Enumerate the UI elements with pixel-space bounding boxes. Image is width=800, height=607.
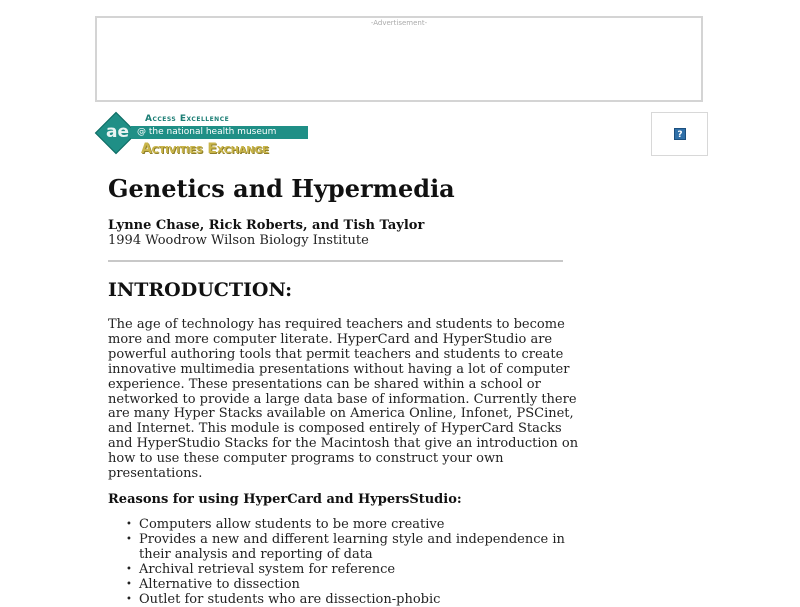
paragraph-line: are many Hyper Stacks available on America Online, Infonet, PSCinet, bbox=[108, 406, 574, 422]
bullet-icon: • bbox=[126, 578, 132, 590]
list-item-text: Outlet for students who are dissection-phobic bbox=[139, 591, 441, 607]
paragraph-line: networked to provide a large data base of information. Currently there bbox=[108, 391, 577, 407]
bullet-icon: • bbox=[126, 563, 132, 575]
help-icon[interactable]: ? bbox=[674, 128, 686, 140]
list-item-text: Archival retrieval system for reference bbox=[139, 561, 396, 577]
reasons-list bbox=[108, 518, 565, 607]
bullet-icon: • bbox=[126, 519, 132, 530]
access-excellence-logo[interactable] bbox=[97, 112, 312, 166]
ae-monogram: ae bbox=[106, 122, 130, 142]
paragraph-line: innovative multimedia presentations without having a lot of computer bbox=[108, 361, 570, 377]
paragraph-line: and Internet. This module is composed entirely of HyperCard Stacks bbox=[108, 421, 562, 437]
paragraph-line: experience. These presentations can be shared within a school or bbox=[108, 376, 541, 392]
paragraph-line: powerful authoring tools that permit teachers and students to create bbox=[108, 346, 564, 362]
paragraph-line: and HyperStudio Stacks for the Macintosh that give an introduction on bbox=[108, 436, 579, 452]
list-item-text: Alternative to dissection bbox=[139, 576, 300, 592]
article-institute: 1994 Woodrow Wilson Biology Institute bbox=[108, 233, 369, 248]
bullet-icon: • bbox=[126, 533, 132, 545]
help-button-frame[interactable] bbox=[651, 112, 708, 156]
list-item bbox=[108, 518, 565, 533]
list-item-text: Provides a new and different learning style and independence in bbox=[139, 531, 565, 547]
list-item-text: Computers allow students to be more creative bbox=[139, 517, 445, 532]
bullet-icon: • bbox=[126, 593, 132, 605]
section-heading-introduction: INTRODUCTION: bbox=[108, 279, 293, 301]
advertisement-banner[interactable] bbox=[95, 16, 703, 102]
list-item bbox=[108, 563, 565, 578]
list-item-text: their analysis and reporting of data bbox=[139, 546, 373, 562]
logo-title: Access Excellence bbox=[145, 114, 230, 124]
list-item bbox=[108, 533, 565, 563]
page-title: Genetics and Hypermedia bbox=[108, 174, 455, 203]
paragraph-line: The age of technology has required teachers and students to become bbox=[108, 317, 565, 332]
introduction-paragraph bbox=[108, 317, 579, 482]
paragraph-line: more and more computer literate. HyperCard and HyperStudio are bbox=[108, 331, 553, 347]
advertisement-label: -Advertisement- bbox=[370, 19, 428, 27]
logo-activities-exchange: Activities Exchange bbox=[141, 141, 269, 157]
logo-subtitle-bar: @ the national health museum bbox=[131, 126, 308, 139]
horizontal-divider bbox=[108, 260, 563, 262]
reasons-heading: Reasons for using HyperCard and HypersStudio: bbox=[108, 492, 462, 507]
paragraph-line: how to use these computer programs to construct your own bbox=[108, 451, 504, 467]
article-authors: Lynne Chase, Rick Roberts, and Tish Taylor bbox=[108, 218, 425, 233]
paragraph-line: presentations. bbox=[108, 466, 203, 482]
list-item bbox=[108, 578, 565, 593]
